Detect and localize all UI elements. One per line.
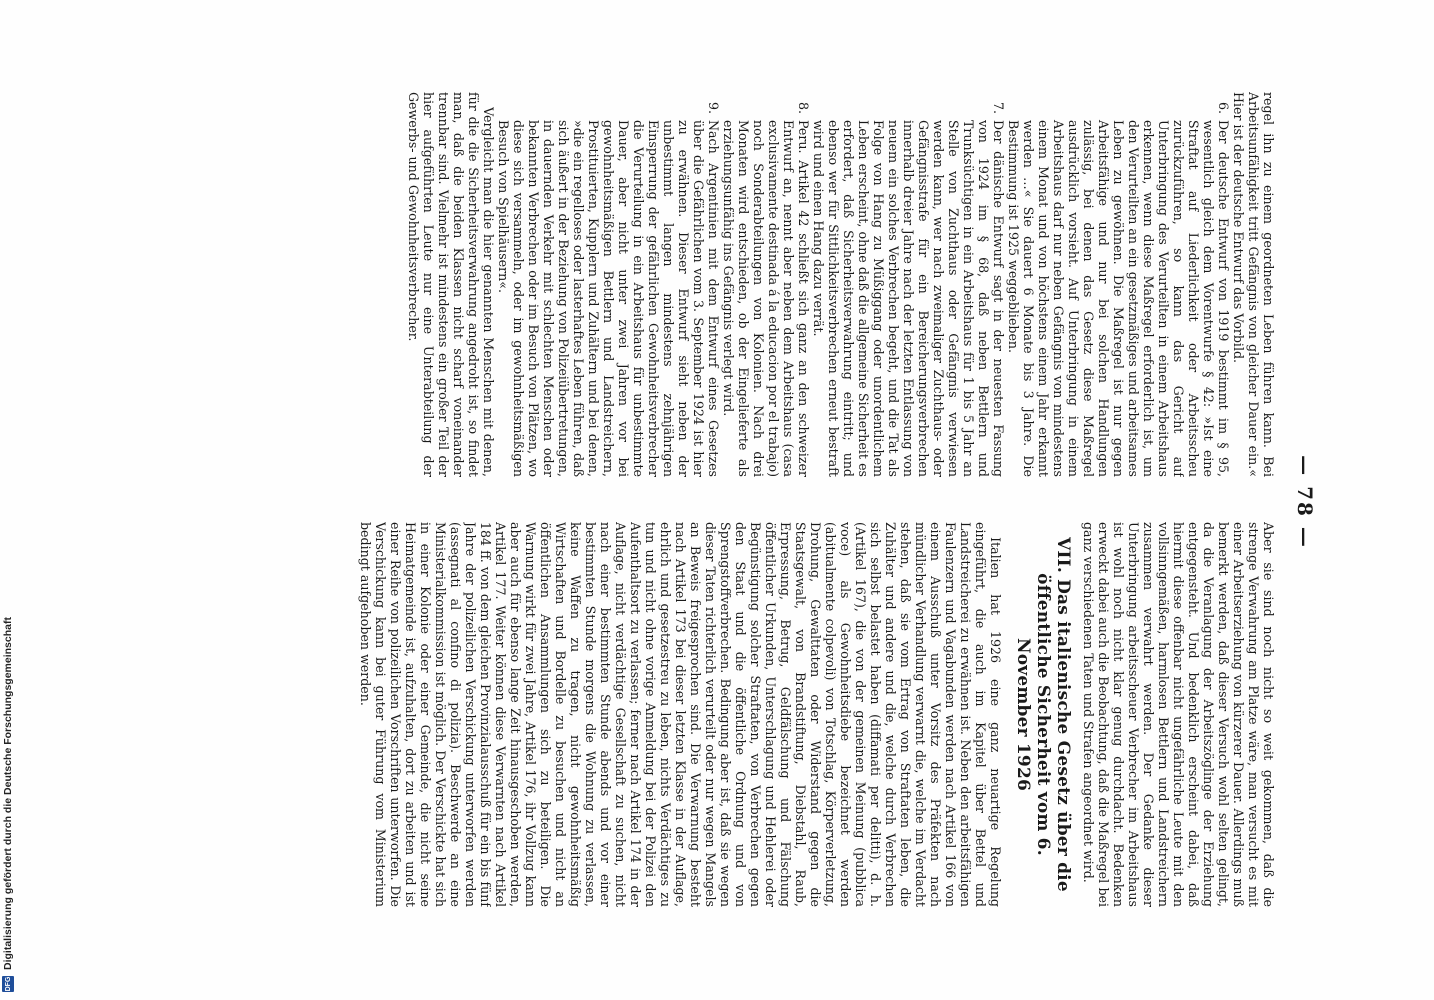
list-item [721,92,811,477]
right-column [166,522,1276,907]
page-number: — 78 — [1293,455,1317,549]
list-item-text: Nach Argentinien mit dem Entwurf eines Gesetzes über die Gefährlichen vom 3. September 1924 ist hier zu erwähnen. Dieser Entwurf sieht neben der unbestimmt langen mindestens zehnjährigen Einsperrung der gefährlichen Gewohnheitsverbrecher die Verurteilung in ein Arbeitshaus für unbestimmte Dauer, aber nicht unter zwei Jahren vor bei gewohnheitsmäßigen Bettlern und Landstreichern, Prostituierten, Kupplern und Zuhältern und bei denen, »die ein regelloses oder lasterhaftes Leben führen, daß sich äußert in der Beziehung von Polizeiübertretungen, in dauernden Verkehr mit schlechten Menschen oder bekannten Verbrechen oder im Besuch von Plätzen, wo diese sich versammeln, oder im gewohnheitsmäßigen Besuch von Spielhäusern«. [496,120,721,477]
footer-inner [2,617,14,992]
section-heading: VII. Das italienische Gesetz über die öffentliche Sicherheit vom 6. November 1926 [1013,537,1073,892]
left-column [166,92,1276,477]
left-opening-paragraph: regel ihn zu einem geordneten Leben führen kann. Bei Arbeitsunfähigkeit tritt Gefängnis von gleicher Dauer ein.« Hier ist der deutsche Entwurf das Vorbild. [1231,92,1276,477]
list-item-text: Der dänische Entwurf sagt in der neuesten Fassung von 1924 im § 68, daß neben Bettlern und Trunksüchtigen in ein Arbeitshaus für 1 bis 5 Jahr an Stelle von Zuchthaus oder Gefängnis verwiesen werden kann, wer nach zweimaliger Zuchthaus- oder Gefängnisstrafe für ein Bereicherungsverbrechen innerhalb dreier Jahre nach der letzten Entlassung von neuem ein solches Verbrechen begeht, und die Tat als Folge von Hang zu Müßiggang oder unordentlichem Leben erscheint, ohne daß die allgemeine Sicherheit es erfordert, daß Sicherheitsverwahrung eintritt; und ebenso wer für Sittlichkeitsverbrechen erneut bestraft wird und einen Hang dazu verrät. [811,120,1006,477]
list-item-number: 6. [1216,101,1231,114]
body-paragraph: Italien hat 1926 eine ganz neuartige Regelung eingeführt, die auch im Kapitel über Bettel und Landstreicherei zu erwähnen ist. Neben den arbeitsfähigen Faulenzern und Vagabunden werden nach Artikel 166 von einem Ausschuß unter Vorsitz des Präfekten nach mündlicher Verhandlung verwarnt die, welche im Verdacht stehen, daß sie vom Ertrag von Straftaten leben, die Zuhälter und andere und die, welche durch Verbrechen sich selbst belastet haben (diffamati per delitti), d. h. (Artikel 167), die von der gemeinen Meinung (pubblica voce) als Gewohnheitsdiebe bezeichnet werden (abitualmente colpevoli) von Totschlag, Körperverletzung, Drohung, Gewalttaten oder Widerstand gegen die Staatsgewalt, von Brandstiftung, Diebstahl, Raub, Erpressung, Betrug, Geldfälschung und Fälschung öffentlicher Urkunden, Unterschlagung und Hehlerei oder Begünstigung solcher Straftaten, von Verbrechen gegen den Staat und die öffentliche Ordnung und von Sprengstoffverbrechen. Bedingung aber ist, daß sie wegen dieser Taten richterlich verurteilt oder nur wegen Mangels an Beweis freigesprochen sind. Die Verwarnung besteht nach Artikel 173 bei dieser letzten Klasse in der Auflage, ehrlich und gesetzestreu zu leben, nichts Verdächtiges zu tun und nicht ohne vorige Anmeldung bei der Polizei den Aufenthaltsort zu verlassen; ferner nach Artikel 174 in der Auflage, nicht verdächtige Gesellschaft zu suchen, nicht nach einer bestimmten Stunde abends und vor einer bestimmten Stunde morgens die Wohnung zu verlassen, keine Waffen zu tragen, nicht gewohnheitsmäßig Wirtschaften und Bordelle zu besuchen und nicht an öffentlichen Ansammlungen sich zu beteiligen. Die Warnung wirkt für zwei Jahre, Artikel 176, ihr Vollzug kann aber auch für ebenso lange Zeit hinausgeschoben werden, Artikel 177. Weiter können diese Verwarnten nach Artikel 184 ff. von dem gleichen Provinzialausschuß für ein bis fünf Jahre der polizeilichen Verschickung unterworfen werden (assegnati al confino di polizia). Beschwerde an eine Ministerialkommission ist möglich. Der Verschickte hat sich in einer Kolonie oder einer Gemeinde, die nicht seine Heimatgemeinde ist, aufzuhalten, dort zu arbeiten und ist einer Reihe von polizeilichen Vorschriften unterworfen. Die Verschickung kann bei guter Führung vom Ministerium bedingt aufgehoben werden. [358,522,1003,907]
list-item-text: Peru. Artikel 42 schließt sich ganz an den schweizer Entwurf an, nennt aber neben dem Arbeitshaus (casa exclusivamente destinada á la educacion por el trabajo) noch Sonderabteilungen von Kolonien. Nach drei Monaten wird entschieden, ob der Eingelieferte als erziehungsunfähig ins Gefängnis verlegt wird. [721,120,811,477]
rotated-page-content [132,92,1317,912]
footer-text: Digitalisierung gefördert durch die Deutsche Forschungsgemeinschaft [2,617,14,970]
right-opening-paragraph: Aber sie sind noch nicht so weit gekommen, daß die strenge Verwahrung am Platze wäre, man versucht es mit einer Arbeitserziehung von kürzerer Dauer. Allerdings muß bemerkt werden, daß dieser Versuch wohl selten gelingt, da die Veranlagung der Arbeitszöglinge der Erziehung entgegensteht. Und bedenklich erscheint dabei, daß hiermit diese offenbar nicht ungefährliche Leute mit den vollsinngemäßen, harmlosen Bettlern und Landstreichern zusammen verwahrt werden. Der Gedanke dieser Unterbringung arbeitsscheuer Verbrecher im Arbeitshaus ist wohl noch nicht klar genug durchdacht. Bedenken erweckt dabei auch die Beobachtung, daß die Maßregel bei ganz verschiedenen Taten und Strafen angeordnet wird. [1081,522,1276,907]
list-item-number: 8. [796,101,811,114]
list-item-number: 9. [706,101,721,114]
list-item-number: 7. [991,101,1006,114]
left-closing-paragraph: Vergleicht man die hier genannten Menschen mit denen, für die die Sicherheitsverwahrung angedroht ist, so findet man, daß die beiden Klassen nicht scharf voneinander trennbar sind. Vielmehr ist mindestens ein großer Teil der hier aufgeführten Leute nur eine Unterabteilung der Gewerbs- und Gewohnheitsverbrecher. [406,92,496,477]
list-item [811,92,1006,477]
list-item [1006,92,1231,477]
digitization-footer [0,0,20,1000]
dfg-logo-icon: DFG [2,976,14,992]
list-item-text: Der deutsche Entwurf von 1919 bestimmt im § 95, wesentlich gleich dem Vorentwurfe § 42: »Ist eine Straftat auf Liederlichkeit oder Arbeitsscheu zurückzuführen, so kann das Gericht auf Unterbringung des Verurteilten in einem Arbeitshaus erkennen, wenn diese Maßregel erforderlich ist, um den Verurteilten an ein gesetzmäßiges und arbeitsames Leben zu gewöhnen. Die Maßregel ist nur gegen Arbeitsfähige und nur bei solchen Handlungen zulässig, bei denen das Gesetz diese Maßregel ausdrücklich vorsieht. Auf Unterbringung in einem Arbeitshaus darf nur neben Gefängnis von mindestens einem Monat und von höchstens einem Jahr erkannt werden …« Sie dauert 6 Monate bis 3 Jahre. Die Bestimmung ist 1925 weggeblieben. [1006,120,1231,477]
list-item [496,92,721,477]
